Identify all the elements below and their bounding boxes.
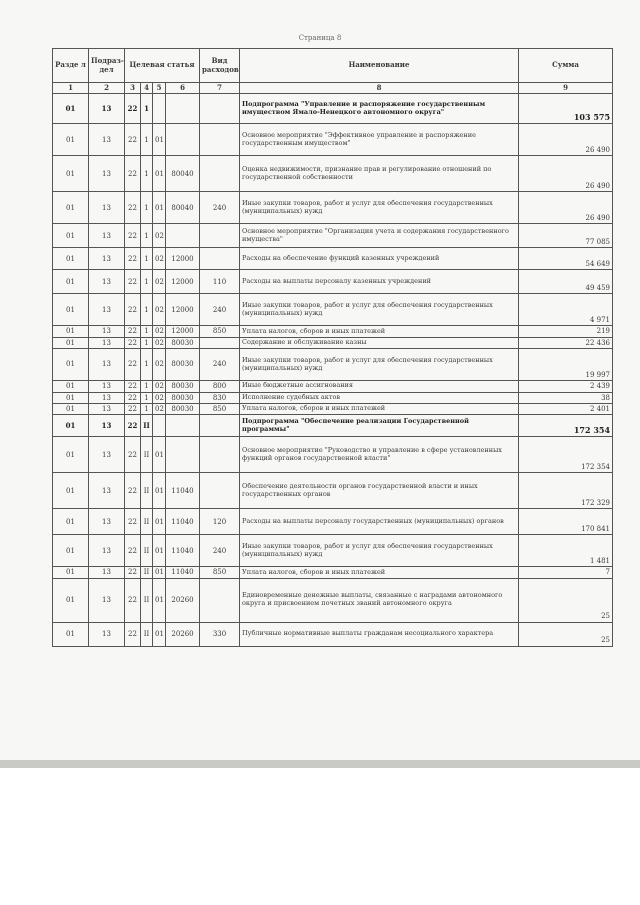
target-d-cell	[166, 124, 200, 156]
sum-cell: 22 436	[519, 337, 613, 348]
target-c-cell	[153, 415, 166, 437]
target-d-cell: 11040	[166, 535, 200, 567]
target-c-cell: 01	[153, 567, 166, 578]
razdel-cell: 01	[53, 156, 89, 192]
table-row	[53, 473, 613, 509]
vid-cell: 240	[200, 192, 240, 224]
target-d-cell: 11040	[166, 473, 200, 509]
target-d-cell	[166, 94, 200, 124]
index-row	[53, 83, 613, 94]
name-cell: Обеспечение деятельности органов государственной власти и иных государственных органов	[240, 473, 519, 509]
name-cell: Уплата налогов, сборов и иных платежей	[240, 567, 519, 578]
page-edge	[0, 760, 640, 768]
podrazdel-cell: 13	[89, 156, 125, 192]
target-b-cell: 1	[141, 381, 153, 392]
target-d-cell: 80040	[166, 192, 200, 224]
budget-table	[52, 48, 613, 647]
index-cell: 6	[166, 83, 200, 94]
target-d-cell: 80030	[166, 381, 200, 392]
sum-cell: 219	[519, 326, 613, 337]
target-a-cell: 22	[125, 124, 141, 156]
sum-cell: 49 459	[519, 270, 613, 294]
target-b-cell: 1	[141, 392, 153, 403]
target-b-cell: 1	[141, 124, 153, 156]
sum-cell: 25	[519, 622, 613, 646]
name-cell: Иные закупки товаров, работ и услуг для обеспечения государственных (муниципальных) нужд	[240, 535, 519, 567]
razdel-cell: 01	[53, 349, 89, 381]
target-a-cell: 22	[125, 567, 141, 578]
table-row	[53, 224, 613, 248]
table-row	[53, 381, 613, 392]
razdel-cell: 01	[53, 622, 89, 646]
target-c-cell: 02	[153, 224, 166, 248]
podrazdel-cell: 13	[89, 622, 125, 646]
target-b-cell: 1	[141, 337, 153, 348]
sum-cell: 26 490	[519, 156, 613, 192]
podrazdel-cell: 13	[89, 509, 125, 535]
table-row	[53, 535, 613, 567]
table-row	[53, 403, 613, 414]
target-b-cell: II	[141, 622, 153, 646]
razdel-cell: 01	[53, 224, 89, 248]
target-c-cell: 02	[153, 349, 166, 381]
podrazdel-cell: 13	[89, 437, 125, 473]
razdel-cell: 01	[53, 192, 89, 224]
target-d-cell: 12000	[166, 326, 200, 337]
index-cell: 7	[200, 83, 240, 94]
table-row	[53, 415, 613, 437]
target-b-cell: 1	[141, 403, 153, 414]
vid-cell: 850	[200, 567, 240, 578]
sum-cell: 7	[519, 567, 613, 578]
target-d-cell: 80030	[166, 392, 200, 403]
target-d-cell: 11040	[166, 567, 200, 578]
table-row	[53, 326, 613, 337]
vid-cell	[200, 224, 240, 248]
target-a-cell: 22	[125, 473, 141, 509]
target-d-cell: 12000	[166, 270, 200, 294]
name-cell: Подпрограмма "Обеспечение реализации Государственной программы"	[240, 415, 519, 437]
vid-cell	[200, 578, 240, 622]
vid-cell: 830	[200, 392, 240, 403]
name-cell: Подпрограмма "Управление и распоряжение государственным имуществом Ямало-Ненецкого автономного округа"	[240, 94, 519, 124]
target-b-cell: 1	[141, 349, 153, 381]
target-a-cell: 22	[125, 622, 141, 646]
vid-cell: 240	[200, 349, 240, 381]
podrazdel-cell: 13	[89, 337, 125, 348]
target-a-cell: 22	[125, 578, 141, 622]
table-row	[53, 509, 613, 535]
target-d-cell: 20260	[166, 622, 200, 646]
target-a-cell: 22	[125, 156, 141, 192]
vid-cell: 240	[200, 294, 240, 326]
target-d-cell	[166, 437, 200, 473]
podrazdel-cell: 13	[89, 535, 125, 567]
razdel-cell: 01	[53, 415, 89, 437]
name-cell: Основное мероприятие "Руководство и управление в сфере установленных функций органов государственной власти"	[240, 437, 519, 473]
sum-cell: 4 971	[519, 294, 613, 326]
table-row	[53, 192, 613, 224]
target-b-cell: II	[141, 437, 153, 473]
razdel-cell: 01	[53, 270, 89, 294]
podrazdel-cell: 13	[89, 224, 125, 248]
target-c-cell: 01	[153, 509, 166, 535]
name-cell: Расходы на выплаты персоналу государственных (муниципальных) органов	[240, 509, 519, 535]
target-b-cell: 1	[141, 224, 153, 248]
sum-cell: 1 481	[519, 535, 613, 567]
target-c-cell: 02	[153, 337, 166, 348]
target-c-cell: 02	[153, 326, 166, 337]
target-b-cell: II	[141, 578, 153, 622]
podrazdel-cell: 13	[89, 578, 125, 622]
podrazdel-cell: 13	[89, 294, 125, 326]
razdel-cell: 01	[53, 94, 89, 124]
name-cell: Уплата налогов, сборов и иных платежей	[240, 403, 519, 414]
target-c-cell: 02	[153, 403, 166, 414]
target-d-cell	[166, 224, 200, 248]
index-cell: 2	[89, 83, 125, 94]
table-row	[53, 578, 613, 622]
razdel-cell: 01	[53, 248, 89, 270]
podrazdel-cell: 13	[89, 415, 125, 437]
target-d-cell: 80030	[166, 349, 200, 381]
vid-cell: 240	[200, 535, 240, 567]
razdel-cell: 01	[53, 403, 89, 414]
table-row	[53, 349, 613, 381]
razdel-cell: 01	[53, 381, 89, 392]
target-c-cell: 01	[153, 192, 166, 224]
table-row	[53, 270, 613, 294]
target-b-cell: 1	[141, 326, 153, 337]
target-b-cell: 1	[141, 156, 153, 192]
col-naimenovanie: Наименование	[240, 49, 519, 83]
target-a-cell: 22	[125, 224, 141, 248]
podrazdel-cell: 13	[89, 248, 125, 270]
table-row	[53, 94, 613, 124]
target-a-cell: 22	[125, 535, 141, 567]
name-cell: Оценка недвижимости, признание прав и регулирование отношений по государственной собственности	[240, 156, 519, 192]
sum-cell: 26 490	[519, 124, 613, 156]
target-a-cell: 22	[125, 294, 141, 326]
vid-cell	[200, 337, 240, 348]
target-a-cell: 22	[125, 337, 141, 348]
target-d-cell: 80030	[166, 337, 200, 348]
target-c-cell: 02	[153, 381, 166, 392]
sum-cell: 25	[519, 578, 613, 622]
target-d-cell: 12000	[166, 248, 200, 270]
podrazdel-cell: 13	[89, 392, 125, 403]
table-row	[53, 437, 613, 473]
sum-cell: 19 997	[519, 349, 613, 381]
name-cell: Иные закупки товаров, работ и услуг для обеспечения государственных (муниципальных) нужд	[240, 192, 519, 224]
vid-cell	[200, 437, 240, 473]
vid-cell	[200, 124, 240, 156]
sum-cell: 2 439	[519, 381, 613, 392]
col-podrazdel: Подраз- дел	[89, 49, 125, 83]
name-cell: Уплата налогов, сборов и иных платежей	[240, 326, 519, 337]
target-c-cell	[153, 94, 166, 124]
podrazdel-cell: 13	[89, 326, 125, 337]
target-b-cell: 1	[141, 248, 153, 270]
vid-cell	[200, 156, 240, 192]
target-c-cell: 01	[153, 156, 166, 192]
sum-cell: 172 354	[519, 415, 613, 437]
name-cell: Содержание и обслуживание казны	[240, 337, 519, 348]
header-row	[53, 49, 613, 83]
page-label: Страница 8	[298, 34, 342, 42]
target-b-cell: II	[141, 509, 153, 535]
target-a-cell: 22	[125, 270, 141, 294]
target-d-cell: 11040	[166, 509, 200, 535]
sum-cell: 172 329	[519, 473, 613, 509]
razdel-cell: 01	[53, 535, 89, 567]
target-c-cell: 01	[153, 437, 166, 473]
target-c-cell: 01	[153, 473, 166, 509]
table-row	[53, 567, 613, 578]
index-cell: 5	[153, 83, 166, 94]
table-row	[53, 392, 613, 403]
vid-cell: 120	[200, 509, 240, 535]
name-cell: Иные бюджетные ассигнования	[240, 381, 519, 392]
target-a-cell: 22	[125, 192, 141, 224]
vid-cell	[200, 94, 240, 124]
vid-cell: 850	[200, 326, 240, 337]
razdel-cell: 01	[53, 509, 89, 535]
sum-cell: 38	[519, 392, 613, 403]
index-cell: 9	[519, 83, 613, 94]
razdel-cell: 01	[53, 392, 89, 403]
target-d-cell: 12000	[166, 294, 200, 326]
name-cell: Исполнение судебных актов	[240, 392, 519, 403]
podrazdel-cell: 13	[89, 270, 125, 294]
razdel-cell: 01	[53, 326, 89, 337]
target-a-cell: 22	[125, 403, 141, 414]
target-d-cell: 20260	[166, 578, 200, 622]
target-c-cell: 02	[153, 294, 166, 326]
target-d-cell	[166, 415, 200, 437]
name-cell: Единовременные денежные выплаты, связанные с наградами автономного округа и присвоением почетных званий автономного округа	[240, 578, 519, 622]
target-a-cell: 22	[125, 248, 141, 270]
target-a-cell: 22	[125, 437, 141, 473]
target-a-cell: 22	[125, 349, 141, 381]
name-cell: Иные закупки товаров, работ и услуг для обеспечения государственных (муниципальных) нужд	[240, 349, 519, 381]
target-d-cell: 80030	[166, 403, 200, 414]
razdel-cell: 01	[53, 437, 89, 473]
target-b-cell: 1	[141, 294, 153, 326]
vid-cell: 110	[200, 270, 240, 294]
podrazdel-cell: 13	[89, 124, 125, 156]
razdel-cell: 01	[53, 337, 89, 348]
table-row	[53, 156, 613, 192]
name-cell: Расходы на обеспечение функций казенных учреждений	[240, 248, 519, 270]
target-b-cell: 1	[141, 192, 153, 224]
target-b-cell: II	[141, 473, 153, 509]
target-c-cell: 01	[153, 622, 166, 646]
table-row	[53, 337, 613, 348]
name-cell: Основное мероприятие "Организация учета и содержания государственного имущества"	[240, 224, 519, 248]
target-d-cell: 80040	[166, 156, 200, 192]
podrazdel-cell: 13	[89, 349, 125, 381]
target-a-cell: 22	[125, 509, 141, 535]
target-c-cell: 02	[153, 392, 166, 403]
target-b-cell: II	[141, 535, 153, 567]
target-c-cell: 02	[153, 248, 166, 270]
sum-cell: 172 354	[519, 437, 613, 473]
col-vid: Вид расходов	[200, 49, 240, 83]
vid-cell: 800	[200, 381, 240, 392]
target-a-cell: 22	[125, 381, 141, 392]
col-tselevaya: Целевая статья	[125, 49, 200, 83]
target-c-cell: 01	[153, 578, 166, 622]
col-summa: Сумма	[519, 49, 613, 83]
podrazdel-cell: 13	[89, 473, 125, 509]
index-cell: 4	[141, 83, 153, 94]
table-row	[53, 294, 613, 326]
sum-cell: 54 649	[519, 248, 613, 270]
razdel-cell: 01	[53, 124, 89, 156]
razdel-cell: 01	[53, 578, 89, 622]
name-cell: Иные закупки товаров, работ и услуг для обеспечения государственных (муниципальных) нужд	[240, 294, 519, 326]
sum-cell: 77 085	[519, 224, 613, 248]
sum-cell: 170 841	[519, 509, 613, 535]
vid-cell: 330	[200, 622, 240, 646]
vid-cell: 850	[200, 403, 240, 414]
target-a-cell: 22	[125, 415, 141, 437]
vid-cell	[200, 248, 240, 270]
podrazdel-cell: 13	[89, 192, 125, 224]
index-cell: 3	[125, 83, 141, 94]
table-row	[53, 124, 613, 156]
target-c-cell: 01	[153, 535, 166, 567]
sum-cell: 26 490	[519, 192, 613, 224]
podrazdel-cell: 13	[89, 567, 125, 578]
razdel-cell: 01	[53, 473, 89, 509]
table-row	[53, 248, 613, 270]
col-razdel: Разде л	[53, 49, 89, 83]
target-b-cell: 1	[141, 270, 153, 294]
target-a-cell: 22	[125, 94, 141, 124]
vid-cell	[200, 473, 240, 509]
podrazdel-cell: 13	[89, 403, 125, 414]
razdel-cell: 01	[53, 567, 89, 578]
table-body	[53, 94, 613, 646]
podrazdel-cell: 13	[89, 381, 125, 392]
sum-cell: 2 401	[519, 403, 613, 414]
podrazdel-cell: 13	[89, 94, 125, 124]
razdel-cell: 01	[53, 294, 89, 326]
name-cell: Расходы на выплаты персоналу казенных учреждений	[240, 270, 519, 294]
target-c-cell: 01	[153, 124, 166, 156]
table-row	[53, 622, 613, 646]
target-c-cell: 02	[153, 270, 166, 294]
target-a-cell: 22	[125, 392, 141, 403]
index-cell: 8	[240, 83, 519, 94]
target-b-cell: II	[141, 567, 153, 578]
sum-cell: 103 575	[519, 94, 613, 124]
target-b-cell: II	[141, 415, 153, 437]
name-cell: Публичные нормативные выплаты гражданам несоциального характера	[240, 622, 519, 646]
vid-cell	[200, 415, 240, 437]
target-b-cell: 1	[141, 94, 153, 124]
name-cell: Основное мероприятие "Эффективное управление и распоряжение государственным имуществом"	[240, 124, 519, 156]
target-a-cell: 22	[125, 326, 141, 337]
index-cell: 1	[53, 83, 89, 94]
